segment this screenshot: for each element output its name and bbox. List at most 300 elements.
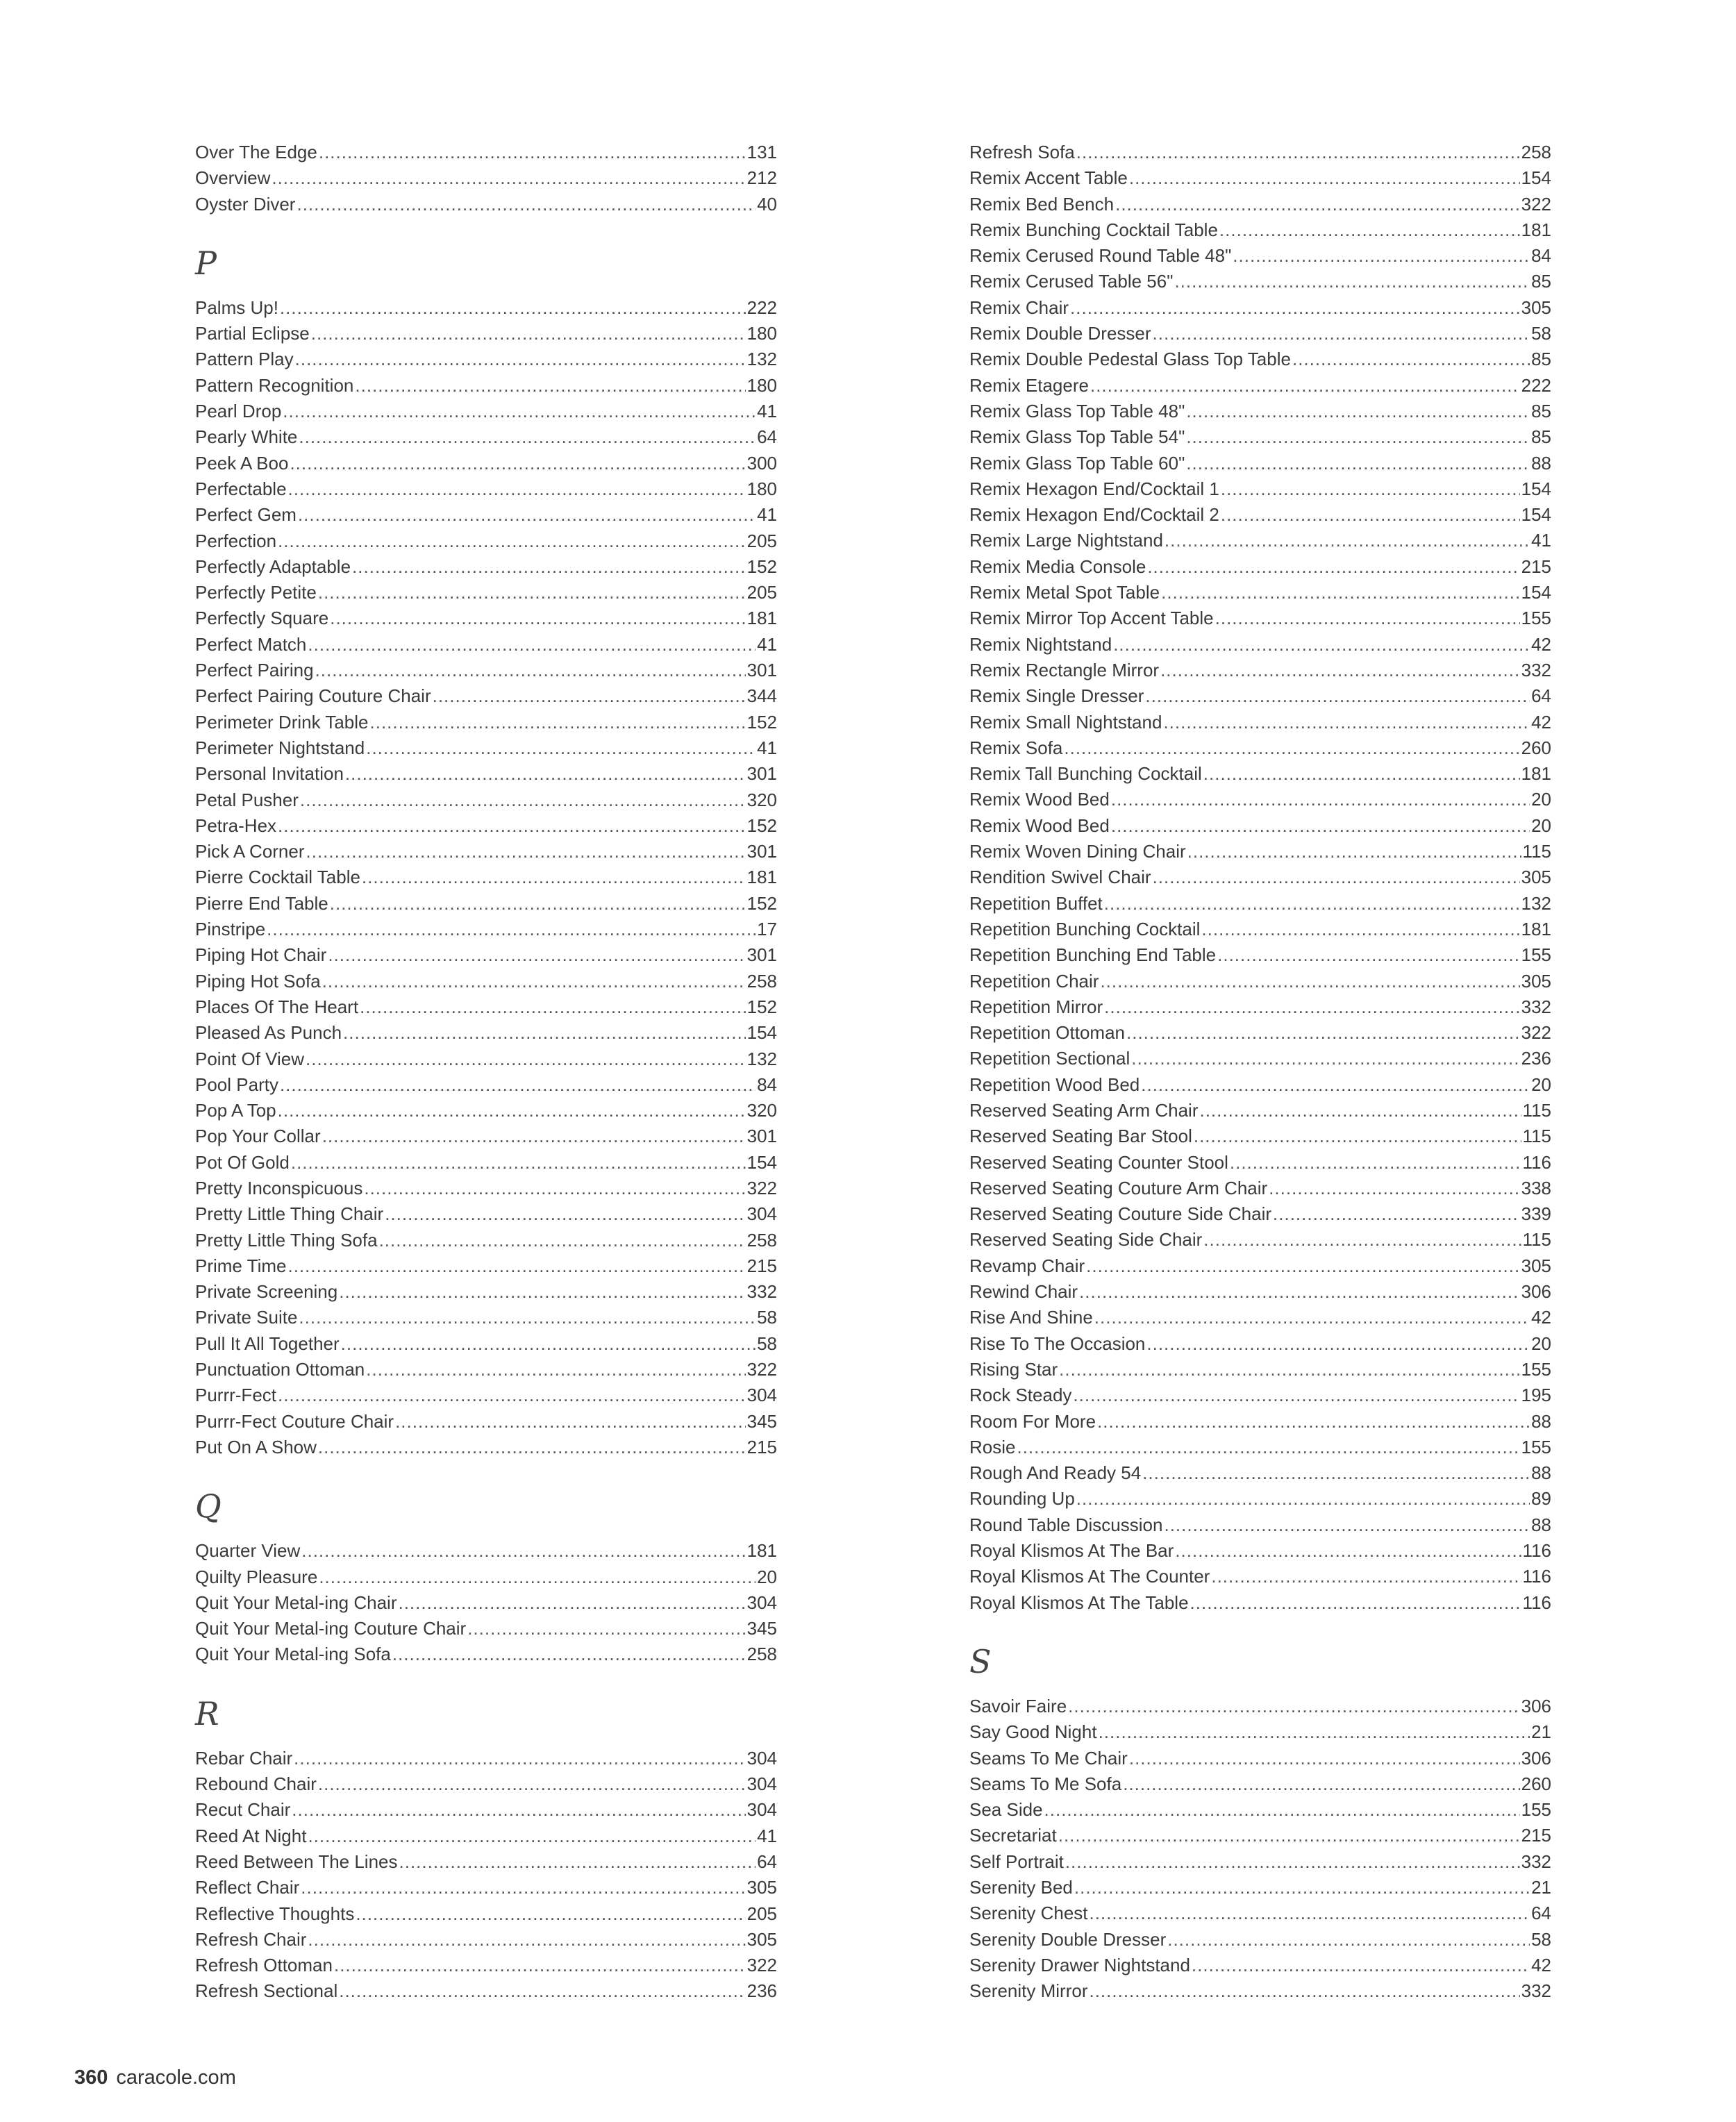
index-entry <box>969 1382 1551 1408</box>
entry-page: 116 <box>1522 1591 1551 1613</box>
index-entry <box>969 994 1551 1020</box>
index-entry <box>195 683 777 709</box>
index-entry <box>969 787 1551 812</box>
entry-name: Remix Hexagon End/Cocktail 2 <box>969 504 1219 526</box>
entry-page: 301 <box>746 944 777 966</box>
entry-page: 41 <box>757 504 777 526</box>
index-entry <box>195 1849 777 1875</box>
entry-page: 305 <box>1521 970 1551 992</box>
entry-name: Remix Single Dresser <box>969 685 1144 707</box>
entry-page: 215 <box>746 1255 777 1276</box>
dot-leader <box>1131 1046 1519 1071</box>
dot-leader <box>1215 605 1520 631</box>
entry-name: Repetition Bunching End Table <box>969 944 1217 966</box>
entry-name: Reserved Seating Bar Stool <box>969 1126 1192 1147</box>
dot-leader <box>360 994 746 1020</box>
dot-leader <box>283 399 756 424</box>
dot-leader <box>308 1927 745 1953</box>
entry-page: 258 <box>746 1229 777 1251</box>
dot-leader <box>306 839 746 864</box>
entry-page: 301 <box>746 841 777 862</box>
entry-page: 236 <box>1521 1048 1551 1069</box>
entry-page: 258 <box>746 1644 777 1665</box>
index-entry <box>195 1641 777 1667</box>
entry-name: Peek A Boo <box>195 452 289 474</box>
entry-page: 21 <box>1531 1721 1551 1743</box>
index-entry <box>195 1823 777 1849</box>
entry-page: 181 <box>746 867 777 888</box>
entry-page: 88 <box>1531 1514 1551 1535</box>
dot-leader <box>385 1201 745 1227</box>
index-entry <box>195 1046 777 1072</box>
entry-name: Remix Cerused Round Table 48" <box>969 245 1232 267</box>
entry-name: Serenity Double Dresser <box>969 1928 1167 1950</box>
index-entry <box>969 243 1551 269</box>
entry-name: Rosie <box>969 1436 1016 1457</box>
entry-page: 258 <box>1521 142 1551 162</box>
index-entry <box>195 1150 777 1176</box>
entry-page: 20 <box>1531 1073 1551 1095</box>
entry-page: 64 <box>1531 1903 1551 1924</box>
index-entry <box>195 1228 777 1253</box>
index-entry <box>195 1253 777 1279</box>
dot-leader <box>280 295 746 321</box>
index-entry <box>969 761 1551 787</box>
index-entry <box>969 1409 1551 1435</box>
dot-leader <box>308 632 756 658</box>
index-entry <box>969 1900 1551 1926</box>
index-entry <box>195 994 777 1020</box>
index-entry <box>969 424 1551 450</box>
entry-name: Remix Double Pedestal Glass Top Table <box>969 349 1291 370</box>
index-entry <box>969 1746 1551 1771</box>
entry-name: Pierre End Table <box>195 892 328 914</box>
dot-leader <box>1115 192 1520 217</box>
entry-name: Rebound Chair <box>195 1773 317 1795</box>
dot-leader <box>308 1823 756 1849</box>
dot-leader <box>1070 295 1520 321</box>
entry-page: 236 <box>746 1980 777 2002</box>
index-entry <box>195 554 777 580</box>
dot-leader <box>1219 217 1520 243</box>
entry-page: 304 <box>746 1773 777 1795</box>
entry-page: 152 <box>746 996 777 1017</box>
dot-leader <box>1094 1305 1530 1330</box>
dot-leader <box>1129 1746 1520 1771</box>
entry-name: Reserved Seating Counter Stool <box>969 1151 1228 1173</box>
dot-leader <box>467 1616 745 1641</box>
dot-leader <box>328 942 745 968</box>
dot-leader <box>1113 632 1530 658</box>
index-entry <box>969 839 1551 864</box>
entry-page: 322 <box>1521 193 1551 215</box>
entry-name: Remix Accent Table <box>969 167 1128 189</box>
dot-leader <box>1064 735 1519 761</box>
index-entry <box>195 787 777 813</box>
entry-name: Reserved Seating Couture Side Chair <box>969 1203 1272 1225</box>
entry-page: 222 <box>1521 374 1551 396</box>
index-entry <box>195 735 777 761</box>
entry-page: 42 <box>1531 1954 1551 1975</box>
entry-name: Places Of The Heart <box>195 996 359 1017</box>
index-entry <box>969 476 1551 502</box>
dot-leader <box>370 710 746 735</box>
index-entry <box>969 192 1551 217</box>
dot-leader <box>1194 1123 1521 1149</box>
entry-name: Repetition Buffet <box>969 892 1103 914</box>
entry-page: 322 <box>746 1177 777 1198</box>
index-entry <box>969 1875 1551 1900</box>
entry-name: Remix Etagere <box>969 374 1089 396</box>
index-entry <box>195 192 777 217</box>
entry-page: 320 <box>746 789 777 810</box>
entry-name: Sea Side <box>969 1799 1043 1821</box>
entry-page: 84 <box>1531 245 1551 267</box>
index-entry <box>969 217 1551 243</box>
dot-leader <box>1163 710 1530 735</box>
index-entry <box>969 1331 1551 1357</box>
entry-page: 305 <box>1521 296 1551 318</box>
index-entry <box>195 1953 777 1978</box>
entry-page: 116 <box>1522 1151 1551 1173</box>
entry-name: Perfect Pairing <box>195 660 314 681</box>
entry-name: Pretty Little Thing Chair <box>195 1203 384 1225</box>
entry-name: Remix Metal Spot Table <box>969 582 1160 603</box>
entry-name: Room For More <box>969 1410 1096 1432</box>
dot-leader <box>1145 683 1530 709</box>
entry-name: Refresh Ottoman <box>195 1955 333 1976</box>
entry-name: Remix Mirror Top Accent Table <box>969 608 1214 629</box>
entry-name: Partial Eclipse <box>195 323 310 344</box>
index-entry <box>195 1123 777 1149</box>
entry-page: 41 <box>757 401 777 422</box>
entry-name: Remix Rectangle Mirror <box>969 659 1160 680</box>
entry-name: Pull It All Together <box>195 1332 340 1354</box>
dot-leader <box>1086 1253 1519 1279</box>
entry-name: Reed At Night <box>195 1825 307 1846</box>
entry-name: Quit Your Metal-ing Couture Chair <box>195 1618 467 1639</box>
index-entry <box>195 1020 777 1046</box>
entry-name: Private Screening <box>195 1281 338 1303</box>
index-entry <box>969 1253 1551 1279</box>
entry-name: Repetition Chair <box>969 970 1099 992</box>
entry-name: Perfectly Petite <box>195 582 317 603</box>
index-entry <box>195 1875 777 1900</box>
dot-leader <box>318 1435 746 1460</box>
dot-leader <box>1192 1953 1530 1978</box>
entry-page: 304 <box>746 1799 777 1821</box>
dot-leader <box>1104 891 1520 917</box>
index-entry <box>195 1176 777 1201</box>
index-column-left <box>195 140 777 2005</box>
index-entry <box>969 373 1551 399</box>
entry-name: Remix Bed Bench <box>969 193 1115 215</box>
index-entry <box>969 1771 1551 1797</box>
entry-page: 301 <box>746 1126 777 1147</box>
entry-name: Seams To Me Sofa <box>969 1773 1122 1794</box>
entry-name: Remix Glass Top Table 60" <box>969 452 1185 474</box>
entry-page: 332 <box>1521 659 1551 680</box>
entry-name: Reserved Seating Couture Arm Chair <box>969 1177 1268 1198</box>
entry-page: 304 <box>746 1203 777 1225</box>
entry-page: 42 <box>1531 633 1551 655</box>
entry-name: Purrr-Fect <box>195 1385 276 1406</box>
index-entry <box>969 1564 1551 1589</box>
dot-leader <box>1044 1797 1520 1823</box>
index-entry <box>969 1538 1551 1564</box>
entry-page: 260 <box>1521 737 1551 758</box>
dot-leader <box>1269 1176 1519 1201</box>
entry-page: 260 <box>1521 1773 1551 1794</box>
entry-name: Say Good Night <box>969 1721 1097 1743</box>
dot-leader <box>306 1046 746 1072</box>
dot-leader <box>1100 969 1519 994</box>
entry-page: 132 <box>746 349 777 370</box>
entry-name: Remix Double Dresser <box>969 323 1151 344</box>
index-entry <box>195 1409 777 1435</box>
dot-leader <box>433 683 746 709</box>
dot-leader <box>1292 346 1530 372</box>
entry-name: Royal Klismos At The Table <box>969 1591 1189 1613</box>
index-entry <box>969 528 1551 553</box>
entry-page: 181 <box>1521 219 1551 240</box>
entry-name: Serenity Bed <box>969 1877 1073 1898</box>
index-entry <box>195 1746 777 1771</box>
index-entry <box>195 1098 777 1123</box>
entry-name: Perimeter Drink Table <box>195 711 369 733</box>
index-entry <box>969 658 1551 683</box>
dot-leader <box>1059 1357 1519 1382</box>
dot-leader <box>319 140 746 165</box>
entry-name: Reflect Chair <box>195 1877 300 1898</box>
dot-leader <box>1076 1486 1530 1512</box>
dot-leader <box>379 1228 746 1253</box>
entry-page: 58 <box>1531 323 1551 344</box>
entry-page: 322 <box>746 1359 777 1380</box>
section-letter: P <box>195 244 217 282</box>
index-entry <box>969 1150 1551 1176</box>
dot-leader <box>290 451 745 476</box>
index-entry <box>969 269 1551 294</box>
entry-name: Remix Large Nightstand <box>969 530 1163 551</box>
index-entry <box>969 605 1551 631</box>
dot-leader <box>355 373 745 399</box>
entry-page: 304 <box>746 1747 777 1769</box>
index-entry <box>195 451 777 476</box>
index-entry <box>969 891 1551 917</box>
entry-page: 344 <box>746 685 777 707</box>
entry-page: 42 <box>1531 1307 1551 1328</box>
dot-leader <box>356 1901 745 1927</box>
entry-page: 40 <box>757 193 777 215</box>
entry-page: 155 <box>1521 1358 1551 1380</box>
entry-name: Put On A Show <box>195 1436 317 1457</box>
entry-page: 154 <box>1521 504 1551 526</box>
dot-leader <box>334 1953 746 1978</box>
dot-leader <box>1153 321 1530 346</box>
index-entry <box>195 580 777 605</box>
entry-name: Reserved Seating Arm Chair <box>969 1099 1199 1121</box>
entry-name: Reserved Seating Side Chair <box>969 1229 1203 1251</box>
entry-name: Pot Of Gold <box>195 1151 290 1173</box>
entry-name: Pierre Cocktail Table <box>195 867 360 888</box>
entry-name: Serenity Chest <box>969 1903 1088 1924</box>
entry-name: Private Suite <box>195 1307 298 1328</box>
entry-page: 322 <box>1521 1022 1551 1044</box>
entry-page: 332 <box>1521 996 1551 1017</box>
entry-name: Petra-Hex <box>195 814 277 836</box>
index-entry <box>195 165 777 191</box>
entry-name: Remix Woven Dining Chair <box>969 841 1186 862</box>
entry-page: 305 <box>746 1928 777 1950</box>
index-entry <box>969 399 1551 424</box>
entry-name: Refresh Sectional <box>195 1980 338 2002</box>
entry-name: Remix Glass Top Table 48" <box>969 400 1185 421</box>
dot-leader <box>1076 140 1520 165</box>
dot-leader <box>1147 554 1519 580</box>
index-entry <box>195 528 777 554</box>
entry-page: 180 <box>746 374 777 396</box>
entry-page: 58 <box>757 1332 777 1354</box>
entry-name: Remix Chair <box>969 296 1069 318</box>
entry-name: Point Of View <box>195 1048 305 1069</box>
entry-name: Rendition Swivel Chair <box>969 867 1151 888</box>
entry-name: Quit Your Metal-ing Chair <box>195 1591 397 1613</box>
entry-name: Repetition Sectional <box>969 1048 1130 1069</box>
entry-page: 339 <box>1521 1203 1551 1225</box>
entry-name: Recut Chair <box>195 1799 291 1821</box>
entry-page: 20 <box>757 1566 777 1587</box>
dot-leader <box>292 1797 745 1823</box>
dot-leader <box>1186 399 1530 424</box>
index-entry <box>195 1978 777 2004</box>
dot-leader <box>362 864 746 890</box>
index-entry <box>969 140 1551 165</box>
dot-leader <box>395 1409 746 1435</box>
dot-leader <box>267 917 756 942</box>
dot-leader <box>392 1641 746 1667</box>
index-entry <box>195 839 777 864</box>
entry-page: 85 <box>1531 426 1551 448</box>
entry-page: 20 <box>1531 1332 1551 1354</box>
dot-leader <box>330 891 746 917</box>
entry-name: Repetition Bunching Cocktail <box>969 918 1201 939</box>
entry-name: Perfect Gem <box>195 504 297 526</box>
entry-page: 152 <box>746 555 777 577</box>
dot-leader <box>345 761 746 787</box>
index-entry <box>969 1098 1551 1123</box>
dot-leader <box>294 1746 745 1771</box>
entry-name: Perfectly Adaptable <box>195 555 351 577</box>
entry-page: 88 <box>1531 1410 1551 1432</box>
index-entry <box>969 580 1551 605</box>
index-column-right <box>969 140 1551 2004</box>
dot-leader <box>1111 813 1530 839</box>
index-entry <box>195 891 777 917</box>
dot-leader <box>1104 994 1519 1020</box>
index-entry <box>195 1331 777 1357</box>
entry-name: Perfectly Square <box>195 608 329 629</box>
entry-name: Pretty Inconspicuous <box>195 1177 363 1198</box>
index-entry <box>195 1901 777 1927</box>
index-entry <box>195 346 777 372</box>
entry-page: 305 <box>746 1877 777 1898</box>
dot-leader <box>1017 1435 1519 1460</box>
entry-page: 205 <box>746 530 777 551</box>
dot-leader <box>341 1331 756 1357</box>
entry-page: 306 <box>1521 1747 1551 1769</box>
index-entry <box>195 632 777 658</box>
entry-page: 115 <box>1522 1126 1551 1147</box>
entry-name: Serenity Drawer Nightstand <box>969 1954 1190 1975</box>
entry-name: Rock Steady <box>969 1385 1072 1406</box>
section-letter: S <box>969 1642 992 1680</box>
index-entry <box>969 1435 1551 1460</box>
entry-page: 115 <box>1522 1099 1551 1121</box>
dot-leader <box>1203 1227 1521 1253</box>
dot-leader <box>1090 1900 1530 1926</box>
dot-leader <box>299 424 756 450</box>
entry-page: 322 <box>746 1955 777 1976</box>
entry-page: 301 <box>746 763 777 785</box>
dot-leader <box>343 1020 746 1046</box>
dot-leader <box>1129 165 1520 191</box>
index-entry <box>969 683 1551 709</box>
dot-leader <box>1146 1331 1530 1357</box>
entry-name: Rewind Chair <box>969 1281 1078 1303</box>
entry-page: 320 <box>746 1100 777 1121</box>
dot-leader <box>318 580 746 605</box>
entry-name: Refresh Sofa <box>969 142 1075 162</box>
entry-page: 116 <box>1522 1540 1551 1562</box>
entry-page: 181 <box>1521 918 1551 939</box>
entry-name: Rise To The Occasion <box>969 1332 1146 1354</box>
index-entry <box>969 969 1551 994</box>
entry-page: 152 <box>746 892 777 914</box>
index-entry <box>969 813 1551 839</box>
entry-name: Personal Invitation <box>195 763 344 785</box>
entry-page: 85 <box>1531 271 1551 292</box>
dot-leader <box>291 1150 746 1176</box>
entry-page: 332 <box>1521 1980 1551 2002</box>
dot-leader <box>1068 1694 1519 1719</box>
index-entry <box>969 864 1551 890</box>
entry-name: Pop A Top <box>195 1100 276 1121</box>
entry-name: Royal Klismos At The Bar <box>969 1540 1174 1562</box>
entry-page: 154 <box>746 1022 777 1044</box>
index-entry <box>969 1176 1551 1201</box>
entry-page: 115 <box>1522 1229 1551 1251</box>
entry-page: 85 <box>1531 400 1551 421</box>
entry-page: 20 <box>1531 814 1551 836</box>
entry-page: 58 <box>1531 1928 1551 1950</box>
dot-leader <box>1142 1460 1530 1486</box>
dot-leader <box>322 1123 746 1149</box>
dot-leader <box>330 605 745 631</box>
dot-leader <box>1167 1927 1530 1953</box>
dot-leader <box>1141 1072 1530 1098</box>
entry-name: Rebar Chair <box>195 1747 293 1769</box>
index-entry <box>195 502 777 528</box>
entry-name: Pleased As Punch <box>195 1022 342 1044</box>
entry-name: Remix Hexagon End/Cocktail 1 <box>969 478 1219 499</box>
index-entry <box>195 424 777 450</box>
entry-name: Seams To Me Chair <box>969 1747 1128 1769</box>
entry-page: 180 <box>746 478 777 499</box>
dot-leader <box>322 969 746 994</box>
entry-name: Perfect Pairing Couture Chair <box>195 685 431 707</box>
dot-leader <box>1190 1590 1521 1616</box>
